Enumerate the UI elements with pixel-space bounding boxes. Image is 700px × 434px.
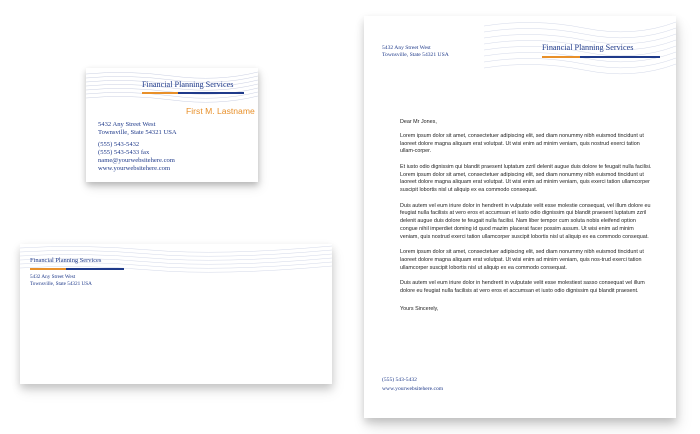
card-person-name: First M. Lastname <box>186 106 255 116</box>
letterhead-address-line2: Townsville, State 54321 USA <box>382 52 449 58</box>
envelope-address-line1: 5432 Any Street West <box>30 274 76 280</box>
card-address-line1: 5432 Any Street West <box>98 121 156 128</box>
envelope-navy-bar <box>66 268 124 270</box>
letter-paragraph: Lorem ipsum dolor sit amet, consectetuer adipiscing elit, sed diam nonummy nibh euismod tincidunt ut laoreet dolore magna aliquam erat volutpat. Ut wisi enim ad minim veniam, quis nostrud exerci tation ullam-corper. <box>400 132 644 155</box>
letter-salutation: Dear Mr Jones, <box>400 119 437 125</box>
letterhead-address-line1: 5432 Any Street West <box>382 45 431 51</box>
business-card <box>86 68 258 182</box>
letter-paragraph: Lorem ipsum dolor sit amet, consectetuer adipiscing elit, sed diam nonummy nibh euismod tincidunt ut laoreet dolore magna aliquam erat volutpat. Ut wisi enim ad minim veniam, quis nos-trud exerci tation ullamcorper suscipit lobortis nisl ut aliquip ex ea commodo consequat. <box>400 249 644 271</box>
card-orange-bar <box>142 92 178 94</box>
letterhead-navy-bar <box>580 56 660 58</box>
letterhead-company-name: Financial Planning Services <box>542 43 634 52</box>
card-website: www.yourwebsitehere.com <box>98 165 171 172</box>
card-fax: (555) 543-5433 fax <box>98 149 150 156</box>
card-navy-bar <box>178 92 244 94</box>
envelope-orange-bar <box>30 268 66 270</box>
card-address-line2: Townsville, State 54321 USA <box>98 129 177 136</box>
card-phone: (555) 543-5432 <box>98 141 140 148</box>
letter-paragraph: Duis autem vel eum iriure dolor in hendrerit in vulputate velit esse molestiest sasso consequat vel illum dolore eu feugiat nulla facilisis at vero eros et accumsan et iusto odio dignissim qui blandit praesent. <box>400 280 645 294</box>
card-company-name: Financial Planning Services <box>142 80 234 89</box>
letterhead-orange-bar <box>542 56 580 58</box>
letterhead-footer-phone: (555) 543-5432 <box>382 377 417 383</box>
letter-paragraph: Et iusto odio dignissim qui blandit praesent luptatum zzril delenit augue duis dolore te feugait nulla facilisi. Lorem ipsum dolor sit amet, consectetuer adipiscing elit, sed diam nonummy nibh euismod tincidunt ut laoreet dolore magna aliquam erat volutpat. Ut wisi enim ad minim veniam, quis exerci tation ullamcorper suscipit lobortis nisl ut aliquip ex ea commodo consequat. <box>400 163 652 194</box>
letter-closing: Yours Sincerely, <box>400 305 439 312</box>
letterhead-footer-website: www.yourwebsitehere.com <box>382 386 444 392</box>
envelope <box>20 244 332 384</box>
letter-body <box>400 119 654 321</box>
envelope-company-name: Financial Planning Services <box>30 257 102 264</box>
envelope-address-line2: Townsville, State 54321 USA <box>30 281 92 287</box>
card-email: name@yourwebsitehere.com <box>98 157 175 164</box>
letter-paragraph: Duis autem vel eum iriure dolor in hendrerit in vulputate velit esse molestie consequat, vel illum dolore eu feugiat nulla facilisis at vero eros et accumsan et iusto odio dignissim qui blandit praesent luptatum zzril delenit augue duis dolore te feugait nulla facilisi. Nam liber tempor cum soluta nobis eleifend option congue nihil imperdiet doming id quod mazim placerat facer possim assum. Ut wisi enim ad minim veniam, quis nostrud exerci tation ullamcorper suscipit lobortis nisl ut aliquip ex ea commodo consequat. <box>400 202 651 240</box>
